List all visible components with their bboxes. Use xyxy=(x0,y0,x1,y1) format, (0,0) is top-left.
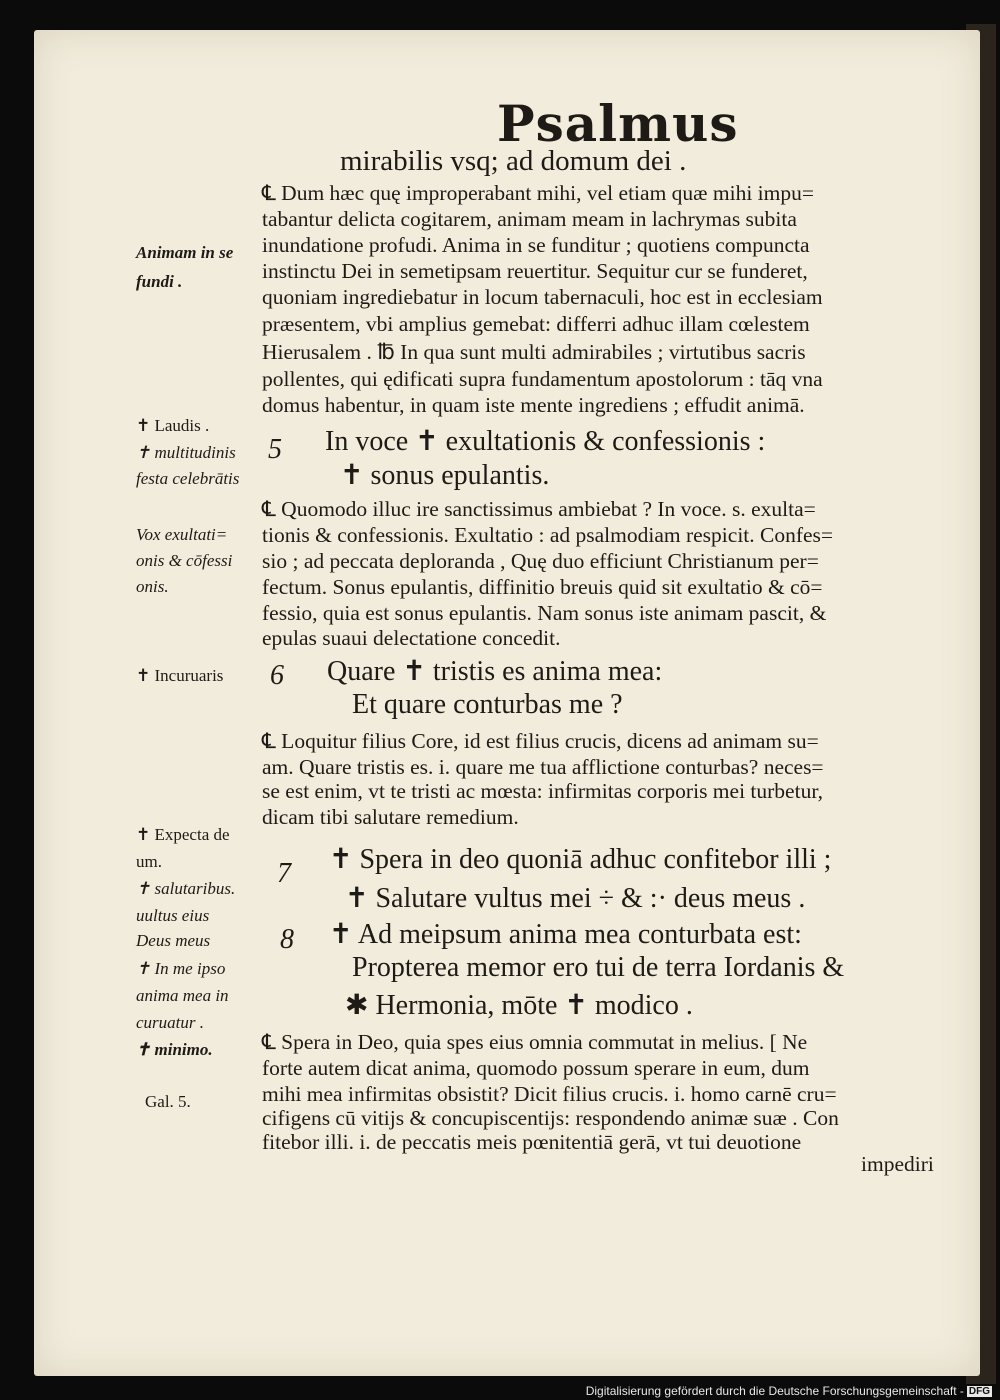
commentary-line: ℄ Dum hæc quę improperabant mihi, vel etiam quæ mihi impu= xyxy=(262,181,814,205)
margin-note: Vox exultati= xyxy=(136,525,228,544)
commentary-line: tionis & confessionis. Exultatio : ad psalmodiam respicit. Confes= xyxy=(262,523,834,547)
dfg-logo: DFG xyxy=(968,1386,990,1397)
verse-line: In voce ✝ exultationis & confessionis : xyxy=(325,426,766,457)
commentary-line: ℄ Spera in Deo, quia spes eius omnia commutat in melius. [ Ne xyxy=(262,1030,808,1054)
digitization-footer xyxy=(586,1384,992,1398)
commentary-line: pollentes, qui ędificati supra fundamentum apostolorum : tāq vna xyxy=(262,367,823,391)
commentary-line: fectum. Sonus epulantis, diffinitio breuis quid sit exultatio & cō= xyxy=(262,575,823,599)
commentary-line: se est enim, vt te tristi ac mœsta: infirmitas corporis mei turbetur, xyxy=(262,779,823,803)
verse-line: ✱ Hermonia, mōte ✝ modico . xyxy=(345,990,693,1021)
commentary-line: fitebor illi. i. de peccatis meis pœnitentiā gerā, vt tui deuotione xyxy=(262,1130,802,1154)
footer-text: Digitalisierung gefördert durch die Deutsche Forschungsgemeinschaft - xyxy=(585,1384,964,1398)
catchword: impediri xyxy=(861,1152,934,1176)
margin-note: onis. xyxy=(136,577,169,596)
margin-note: onis & cōfessi xyxy=(136,551,233,570)
commentary-line: tabantur delicta cogitarem, animam meam in lachrymas subita xyxy=(262,207,797,231)
verse-line: Quare ✝ tristis es anima mea: xyxy=(327,656,663,687)
verse-line: ✝ Ad meipsum anima mea conturbata est: xyxy=(329,919,802,950)
page-title: Psalmus xyxy=(497,94,739,153)
margin-note: Gal. 5. xyxy=(145,1092,191,1111)
verse-line: ✝ Salutare vultus mei ÷ & :· deus meus . xyxy=(345,883,806,914)
verse-number: 7 xyxy=(277,858,291,889)
verse-line: ✝ sonus epulantis. xyxy=(340,460,550,491)
commentary-line: inundatione profudi. Anima in se funditur ; quotiens compuncta xyxy=(262,233,810,257)
verse-line: Et quare conturbas me ? xyxy=(352,689,623,720)
verse-number: 8 xyxy=(280,924,294,955)
margin-note: fundi . xyxy=(136,272,183,291)
margin-note: Animam in se xyxy=(136,243,234,262)
commentary-line: instinctu Dei in semetipsam reuertitur. Sequitur cur se funderet, xyxy=(262,259,808,283)
commentary-line: am. Quare tristis es. i. quare me tua afflictione conturbas? neces= xyxy=(262,755,824,779)
verse-number: 6 xyxy=(270,660,284,691)
commentary-line: forte autem dicat anima, quomodo possum sperare in eum, dum xyxy=(262,1056,810,1080)
margin-note: ✝ multitudinis xyxy=(136,443,236,462)
margin-note: ✝ minimo. xyxy=(136,1040,213,1059)
margin-note: ✝ Expecta de xyxy=(136,825,230,844)
commentary-line: fessio, quia est sonus epulantis. Nam sonus iste animam pascit, & xyxy=(262,601,827,625)
verse-line: ✝ Spera in deo quoniā adhuc confitebor illi ; xyxy=(329,844,832,875)
margin-note: anima mea in xyxy=(136,986,229,1005)
commentary-line: epulas suaui delectatione concedit. xyxy=(262,626,561,650)
commentary-line: ℄ Quomodo illuc ire sanctissimus ambiebat ? In voce. s. exulta= xyxy=(262,497,816,521)
commentary-line: Hierusalem . ℔ In qua sunt multi admirabiles ; virtutibus sacris xyxy=(262,340,806,364)
commentary-line: mihi mea infirmitas obsistit? Dicit filius crucis. i. homo carnē cru= xyxy=(262,1082,837,1106)
margin-note: um. xyxy=(136,852,162,871)
margin-note: ✝ salutaribus. xyxy=(136,879,236,898)
commentary-line: sio ; ad peccata deploranda , Quę duo efficiunt Christianum per= xyxy=(262,549,819,573)
commentary-line: dicam tibi salutare remedium. xyxy=(262,805,519,829)
commentary-line: ℄ Loquitur filius Core, id est filius crucis, dicens ad animam su= xyxy=(262,729,819,753)
commentary-line: præsentem, vbi amplius gemebat: differri adhuc illam cœlestem xyxy=(262,312,810,336)
margin-note: ✝ Incuruaris xyxy=(136,666,224,685)
page-subtitle: mirabilis vsq; ad domum dei . xyxy=(340,145,687,177)
margin-note: festa celebrātis xyxy=(136,469,240,488)
margin-note: Deus meus xyxy=(136,931,211,950)
commentary-line: domus habentur, in quam iste mente ingrediens ; effudit animā. xyxy=(262,393,805,417)
commentary-line: quoniam ingrediebatur in locum tabernaculi, hoc est in ecclesiam xyxy=(262,285,823,309)
margin-note: ✝ In me ipso xyxy=(136,959,226,978)
margin-note: ✝ Laudis . xyxy=(136,416,210,435)
verse-line: Propterea memor ero tui de terra Iordanis & xyxy=(352,952,845,983)
margin-note: curuatur . xyxy=(136,1013,204,1032)
margin-note: uultus eius xyxy=(136,906,210,925)
commentary-line: cifigens cū vitijs & concupiscentijs: respondendo animæ suæ . Con xyxy=(262,1106,839,1130)
verse-number: 5 xyxy=(268,434,282,465)
